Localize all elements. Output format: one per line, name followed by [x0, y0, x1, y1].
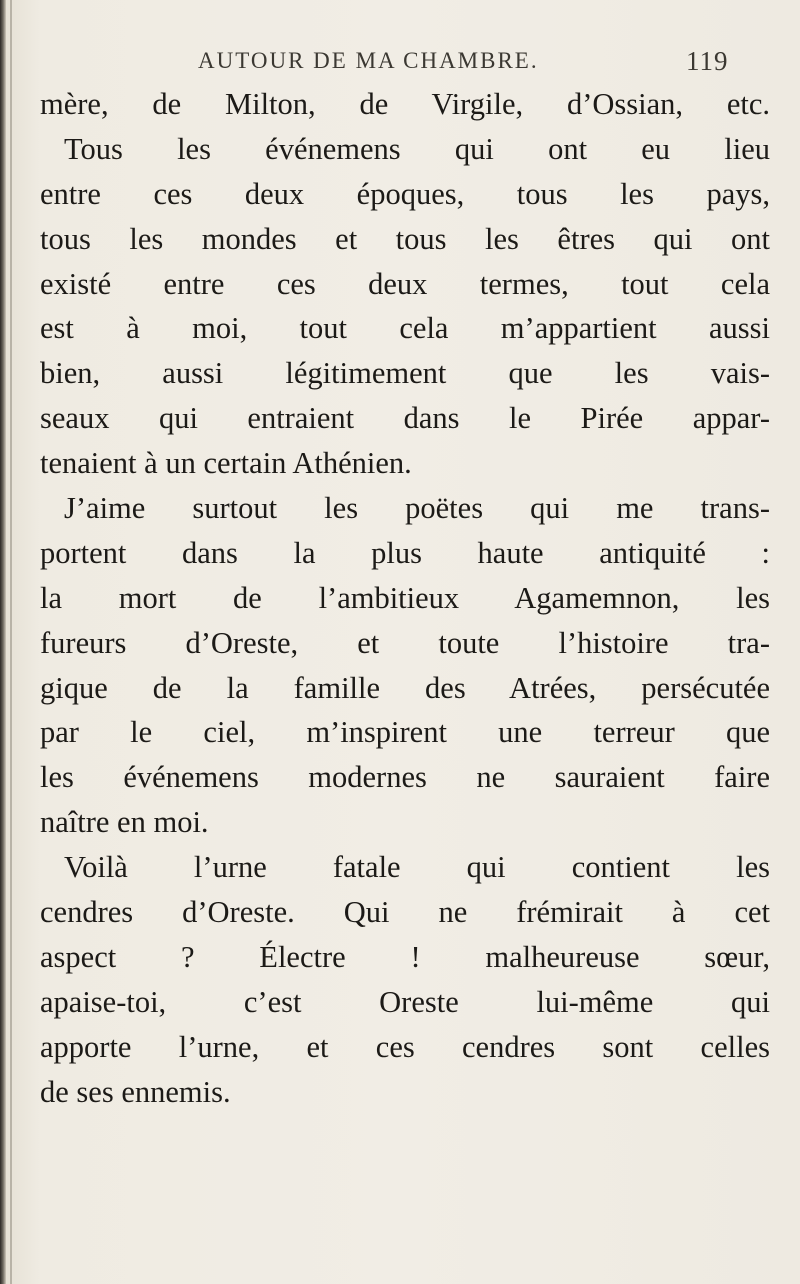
- text-line: cendres d’Oreste. Qui ne frémirait à cet: [40, 895, 770, 930]
- text-line: existé entre ces deux termes, tout cela: [40, 266, 770, 301]
- binding-shadow: [10, 0, 12, 1284]
- text-line: portent dans la plus haute antiquité :: [40, 535, 770, 570]
- text-line: tous les mondes et tous les êtres qui ont: [40, 221, 770, 256]
- text-line: Tous les événemens qui ont eu lieu: [64, 131, 770, 166]
- text-line: mère, de Milton, de Virgile, d’Ossian, etc.: [40, 87, 770, 121]
- text-line: naître en moi.: [40, 805, 209, 840]
- text-line: bien, aussi légitimement que les vais-: [40, 356, 770, 391]
- text-line: tenaient à un certain Athénien.: [40, 446, 412, 481]
- text-line: par le ciel, m’inspirent une terreur que: [40, 715, 770, 750]
- text-line: la mort de l’ambitieux Agamemnon, les: [40, 580, 770, 615]
- body-text: [40, 82, 770, 1114]
- text-line: fureurs d’Oreste, et toute l’histoire tra-: [40, 625, 770, 660]
- text-line: Voilà l’urne fatale qui contient les: [64, 850, 770, 885]
- running-head: [198, 46, 758, 82]
- text-line: de ses ennemis.: [40, 1074, 231, 1109]
- text-line: apporte l’urne, et ces cendres sont celles: [40, 1029, 770, 1064]
- page-gutter-edge: [0, 0, 6, 1284]
- text-line: seaux qui entraient dans le Pirée appar-: [40, 401, 770, 436]
- running-head-title: AUTOUR DE MA CHAMBRE.: [198, 48, 539, 73]
- text-line: entre ces deux époques, tous les pays,: [40, 176, 770, 211]
- text-line: est à moi, tout cela m’appartient aussi: [40, 311, 770, 346]
- text-line: les événemens modernes ne sauraient faire: [40, 760, 770, 795]
- page-number: 119: [686, 46, 729, 76]
- text-line: J’aime surtout les poëtes qui me trans-: [64, 491, 770, 526]
- text-line: apaise-toi, c’est Oreste lui-même qui: [40, 984, 770, 1019]
- text-line: gique de la famille des Atrées, persécutée: [40, 670, 770, 705]
- text-line: aspect ? Électre ! malheureuse sœur,: [40, 939, 770, 974]
